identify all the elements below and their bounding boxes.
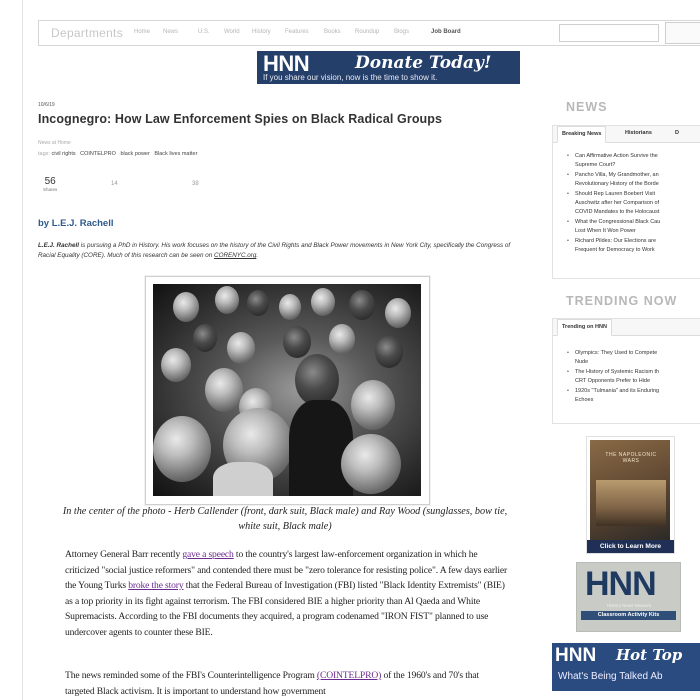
list-item[interactable]: • Can Affirmative Action Survive the — [567, 152, 700, 161]
kits-subtitle: History News Network — [606, 603, 652, 608]
text-run: of the 1960's and 70's that targeted Black activism. It is important to understand how government — [65, 670, 480, 697]
author-bio — [38, 241, 524, 261]
hot-topics-subtitle: What's Being Talked Ab — [558, 671, 663, 682]
broke-the-story-link[interactable]: broke the story — [128, 580, 184, 591]
learn-more-button[interactable]: Click to Learn More — [587, 540, 674, 553]
nav-job-board[interactable]: Job Board — [431, 29, 461, 35]
list-item-cont[interactable]: Revolutionary History of the Borde — [575, 181, 659, 188]
trending-tabbar — [553, 319, 700, 336]
hnn-logo: HNN — [585, 565, 656, 603]
list-item[interactable]: • The History of Systemic Racism th — [567, 368, 700, 377]
nav-history[interactable]: History — [252, 29, 271, 35]
list-item-cont[interactable]: COVID Mandates to the Holocaust — [575, 209, 660, 216]
tag-link[interactable]: COINTELPRO — [80, 151, 116, 157]
departments-menu[interactable]: Departments — [51, 26, 123, 40]
nav-us[interactable]: U.S. — [198, 29, 210, 35]
tags-prefix: tags: — [38, 151, 50, 157]
list-item-cont[interactable]: Lost When It Won Power — [575, 228, 636, 235]
tab-trending-on-hnn[interactable]: Trending on HNN — [557, 319, 612, 336]
nav-books[interactable]: Books — [324, 29, 341, 35]
article-photo-frame — [145, 276, 430, 505]
donate-subtitle: If you share our vision, now is the time to show it. — [263, 73, 438, 82]
list-item[interactable]: • Olympics: They Used to Compete — [567, 349, 700, 358]
list-item-cont[interactable]: Auschwitz after her Comparison of — [575, 200, 660, 207]
list-item[interactable]: • Richard Pildes: Our Elections are — [567, 237, 700, 246]
text-run: to the country's largest law-enforcement organization in which he criticized "social justice reformers" and contended there must be "zero tolerance for resisting police". A few days earlier the Young Turks — [65, 549, 508, 591]
text-run: that the Federal Bureau of Investigation (FBI) listed "Black Identity Extremists" (BIE) as a top priority in its fight against terrorism. The FBI considered BIE a higher priority than Al Qaeda and White Supremacists. According to the FBI documents they acquired, a program codenamed "IRON FIST" planned to use undercover agents to counter these BIE. — [65, 580, 505, 638]
share-label: Shares — [43, 187, 58, 192]
list-item[interactable]: • Should Rep Lauren Boebert Visit — [567, 190, 700, 199]
cointelpro-link[interactable]: (COINTELPRO) — [316, 670, 382, 681]
bio-end: . — [256, 252, 259, 259]
list-item[interactable]: • Pancho Villa, My Grandmother, an — [567, 171, 700, 180]
list-item[interactable]: • What the Congressional Black Cau — [567, 218, 700, 227]
share-count: 56 — [44, 176, 56, 187]
share-count-box — [43, 176, 57, 192]
news-panel — [552, 125, 700, 279]
text-run: Attorney General Barr recently — [65, 549, 183, 560]
trending-panel — [552, 318, 700, 424]
list-item[interactable]: • 1920s "Tulmania" and its Enduring — [567, 387, 700, 396]
tab-breaking-news[interactable]: Breaking News — [557, 126, 606, 143]
nav-roundup[interactable]: Roundup — [355, 29, 380, 35]
news-heading: NEWS — [566, 100, 608, 114]
text-run: The news reminded some of the FBI's Counterintelligence Program — [65, 670, 317, 681]
top-navigation — [38, 20, 700, 46]
tags-row — [38, 151, 200, 157]
trending-list — [567, 349, 700, 405]
donate-title: Donate Today! — [355, 53, 492, 73]
share-facebook-count[interactable]: 14 — [111, 181, 118, 187]
tag-link[interactable]: black power — [120, 151, 150, 157]
classroom-kits-ad[interactable] — [576, 562, 681, 632]
book-cover-image — [590, 440, 670, 540]
news-tabbar — [553, 126, 700, 143]
bio-name: L.E.J. Rachell — [38, 242, 79, 249]
list-item-cont[interactable]: CRT Opponents Prefer to Hide — [575, 378, 651, 385]
article-paragraph-1 — [65, 547, 510, 640]
search-input[interactable] — [559, 24, 659, 42]
list-item-cont[interactable]: Supreme Court? — [575, 162, 616, 169]
hnn-logo: HNN — [263, 51, 310, 76]
article-photo — [153, 284, 421, 496]
kits-label: Classroom Activity Kits — [581, 611, 676, 620]
tab-more[interactable]: D — [675, 130, 679, 136]
hnn-logo: HNN — [555, 645, 597, 666]
gave-a-speech-link[interactable]: gave a speech — [182, 549, 234, 560]
book-title: THE NAPOLEONIC WARS — [605, 452, 657, 464]
bio-text: is pursuing a PhD in History. His work focuses on the history of the Civil Rights and Black Power movements in New York City, specifically the Congress of Racial Equality (CORE). Much of this research can be seen on — [38, 242, 511, 259]
tag-link[interactable]: Black lives matter — [154, 151, 198, 157]
tag-link[interactable]: civil rights — [51, 151, 76, 157]
nav-features[interactable]: Features — [285, 29, 309, 35]
post-date: 10/6/19 — [38, 102, 55, 108]
photo-caption: In the center of the photo - Herb Callender (front, dark suit, Black male) and Ray Wood (sunglasses, bow tie, white suit, Black male) — [62, 506, 508, 532]
list-item-cont[interactable]: Frequent for Democracy to Work — [575, 247, 655, 254]
article-title: Incognegro: How Law Enforcement Spies on Black Radical Groups — [38, 112, 443, 126]
nav-world[interactable]: World — [224, 29, 240, 35]
corenyc-link[interactable]: CORENYC.org — [214, 252, 257, 259]
trending-heading: TRENDING NOW — [566, 294, 678, 308]
tab-historians[interactable]: Historians — [625, 130, 652, 136]
nav-news[interactable]: News — [163, 29, 179, 35]
nav-blogs[interactable]: Blogs — [394, 29, 410, 35]
article-paragraph-2 — [65, 668, 510, 699]
nav-home[interactable]: Home — [134, 29, 151, 35]
search-button[interactable] — [665, 22, 700, 44]
section-label[interactable]: News at Home — [38, 140, 71, 146]
news-list — [567, 152, 700, 255]
book-art — [596, 480, 666, 526]
hot-topics-ad[interactable] — [552, 643, 700, 691]
donate-banner[interactable] — [257, 51, 520, 84]
book-ad[interactable] — [586, 436, 675, 554]
list-item-cont[interactable]: Nude — [575, 359, 589, 366]
list-item-cont[interactable]: Echoes — [575, 397, 594, 404]
share-twitter-count[interactable]: 38 — [192, 181, 199, 187]
byline: by L.E.J. Rachell — [38, 218, 114, 229]
hot-topics-title: Hot Top — [616, 646, 683, 664]
